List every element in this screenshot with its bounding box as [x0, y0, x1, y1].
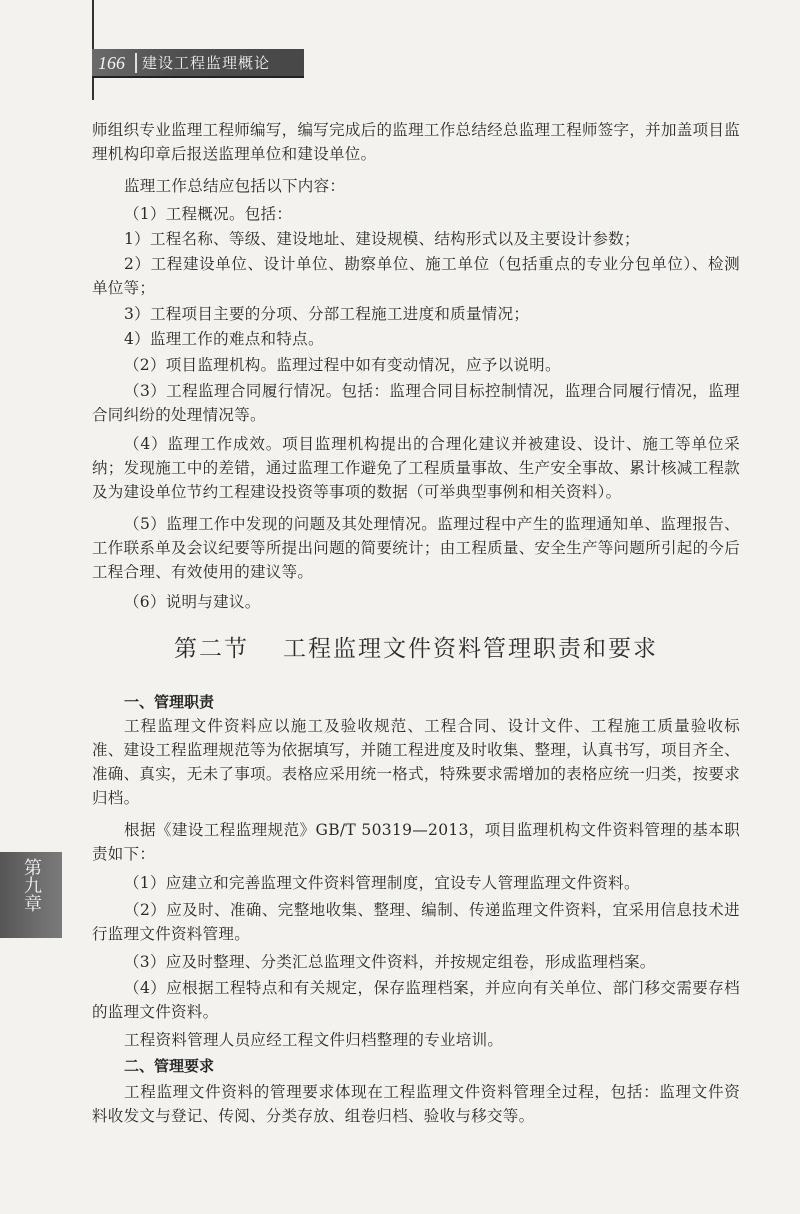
chapter-side-tab [0, 852, 62, 938]
list-item-4: （4）监理工作成效。项目监理机构提出的合理化建议并被建设、设计、施工等单位采纳；发现施工中的差错，通过监理工作避免了工程质量事故、生产安全事故、累计核减工程款及为建设单位节约工程建设投资等事项的数据（可举典型事例和相关资料）。 [92, 435, 740, 501]
section-title [92, 632, 740, 666]
sub-item-3: 3）工程项目主要的分项、分部工程施工进度和质量情况； [124, 305, 530, 323]
list-item-2: （2）项目监理机构。监理过程中如有变动情况，应予以说明。 [124, 356, 561, 374]
paragraph-continued: 师组织专业监理工程师编写，编写完成后的监理工作总结经总监理工程师签字，并加盖项目监理机构印章后报送监理单位和建设单位。 [92, 121, 740, 163]
running-header-title: 建设工程监理概论 [142, 54, 271, 72]
duty-item-3: （3）应及时整理、分类汇总监理文件资料，并按规定组卷，形成监理档案。 [124, 953, 656, 971]
sub-item-1: 1）工程名称、等级、建设地址、建设规模、结构形式以及主要设计参数； [124, 230, 640, 248]
section-title-text: 工程监理文件资料管理职责和要求 [283, 636, 658, 662]
subsection-heading-duties: 一、管理职责 [124, 693, 215, 711]
subsection-heading-requirements: 二、管理要求 [124, 1057, 215, 1075]
list-item-1: （1）工程概况。包括： [124, 205, 293, 223]
paragraph-training: 工程资料管理人员应经工程文件归档整理的专业培训。 [124, 1031, 504, 1049]
list-item-6: （6）说明与建议。 [124, 593, 261, 611]
list-item-3: （3）工程监理合同履行情况。包括：监理合同目标控制情况，监理合同履行情况，监理合同纠纷的处理情况等。 [92, 382, 740, 424]
duty-item-1: （1）应建立和完善监理文件资料管理制度，宜设专人管理监理文件资料。 [124, 874, 640, 892]
page-number: 166 [98, 53, 125, 73]
sub-item-4: 4）监理工作的难点和特点。 [124, 330, 324, 348]
paragraph-duties-standard: 根据《建设工程监理规范》GB/T 50319—2013，项目监理机构文件资料管理的基本职责如下： [92, 821, 740, 863]
header-underline [92, 76, 304, 78]
paragraph-duties-basis: 工程监理文件资料应以施工及验收规范、工程合同、设计文件、工程施工质量验收标准、建设工程监理规范等为依据填写，并随工程进度及时收集、整理，认真书写，项目齐全、准确、真实，无未了事项。表格应采用统一格式，特殊要求需增加的表格应统一归类，按要求归档。 [92, 717, 740, 807]
paragraph-requirements: 工程监理文件资料的管理要求体现在工程监理文件资料管理全过程，包括：监理文件资料收发文与登记、传阅、分类存放、组卷归档、验收与移交等。 [92, 1083, 740, 1125]
duty-item-4: （4）应根据工程特点和有关规定，保存监理档案，并应向有关单位、部门移交需要存档的监理文件资料。 [92, 979, 740, 1021]
list-item-5: （5）监理工作中发现的问题及其处理情况。监理过程中产生的监理通知单、监理报告、工作联系单及会议纪要等所提出问题的简要统计；由工程质量、安全生产等问题所引起的今后工程合理、有效使用的建议等。 [92, 515, 740, 581]
chapter-label: 第九章 [21, 858, 42, 912]
duty-item-2: （2）应及时、准确、完整地收集、整理、编制、传递监理文件资料，宜采用信息技术进行监理文件资料管理。 [92, 901, 740, 943]
paragraph-summary-intro: 监理工作总结应包括以下内容： [124, 177, 346, 195]
sub-item-2: 2）工程建设单位、设计单位、勘察单位、施工单位（包括重点的专业分包单位）、检测单位等； [92, 255, 740, 297]
section-number: 第二节 [174, 636, 249, 662]
header-separator [135, 53, 137, 73]
